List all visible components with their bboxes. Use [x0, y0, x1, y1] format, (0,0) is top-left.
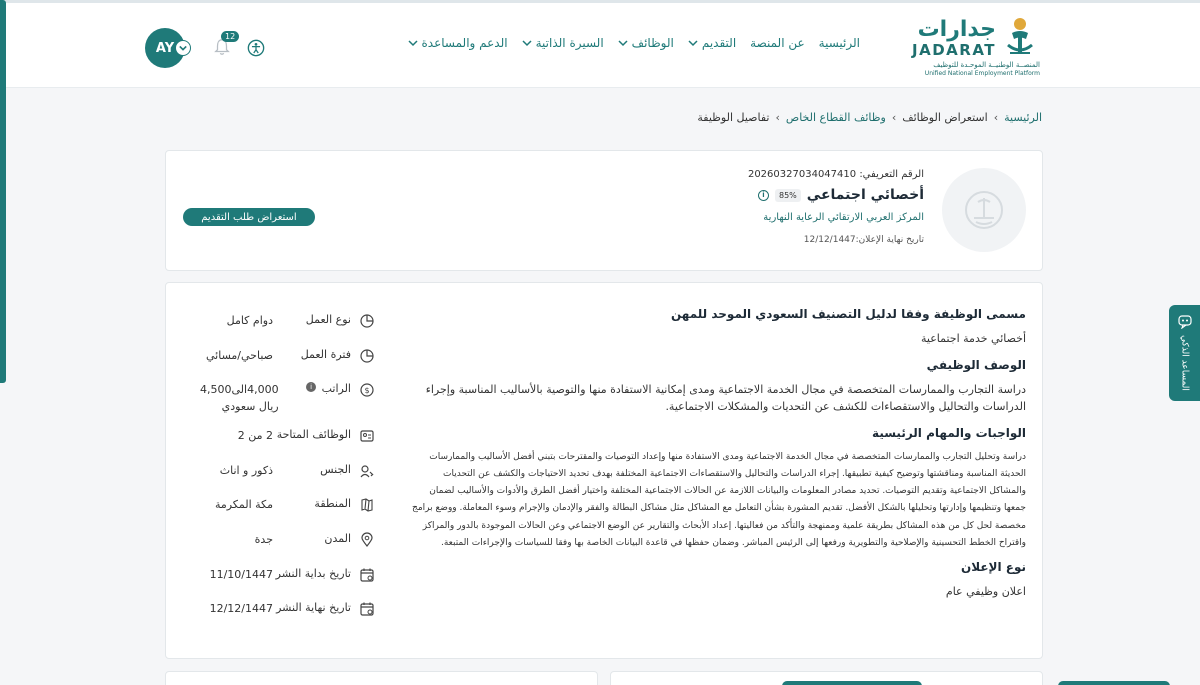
- ad-type-heading: نوع الإعلان: [960, 559, 1026, 574]
- job-summary-card: [165, 150, 1043, 271]
- meta-row-gender: [200, 463, 375, 498]
- svg-text:$: $: [364, 386, 370, 396]
- meta-label: تاريخ نهاية النشر: [276, 601, 351, 615]
- meta-value: 4,000الى4,500 ريال سعودي: [200, 383, 279, 413]
- user-avatar[interactable]: [145, 28, 185, 68]
- meta-label: الجنس: [320, 462, 351, 476]
- nav-jobs[interactable]: [618, 36, 674, 50]
- gender-icon: [359, 463, 375, 479]
- nav-jobs-label: الوظائف: [631, 36, 674, 50]
- deadline-value: 12/12/1447: [803, 235, 856, 245]
- nav-home[interactable]: [819, 36, 860, 50]
- chevron-down-icon: [688, 38, 698, 48]
- meta-label: [279, 382, 351, 395]
- meta-label: المدن: [324, 531, 351, 545]
- site-header: [0, 3, 1200, 88]
- meta-label: الوظائف المتاحة: [276, 428, 351, 442]
- assistant-label: المساعد الذكي: [1179, 335, 1190, 391]
- classification-heading: مسمى الوظيفة وفقا لدليل التصنيف السعودي الموحد للمهن: [671, 307, 1026, 321]
- nav-apply-label: التقديم: [701, 36, 737, 50]
- meta-label: نوع العمل: [305, 313, 351, 326]
- notification-count-badge: 12: [221, 31, 239, 42]
- breadcrumb-separator: ›: [775, 111, 780, 124]
- breadcrumb-home[interactable]: الرئيسية: [1004, 111, 1042, 124]
- calendar-icon: [359, 567, 375, 583]
- meta-value: دوام كامل: [226, 314, 273, 327]
- notifications-bell[interactable]: [213, 32, 236, 58]
- breadcrumb-private-jobs[interactable]: وظائف القطاع الخاص: [785, 111, 886, 124]
- meta-row-salary: [200, 382, 375, 428]
- jadarat-logo[interactable]: [910, 15, 1040, 75]
- meta-label: فترة العمل: [300, 347, 351, 361]
- ref-value: 20260327034047410: [747, 169, 857, 180]
- money-icon: [359, 382, 375, 398]
- nav-cv-label: السيرة الذاتية: [535, 36, 604, 50]
- meta-row-publish-start: [200, 567, 375, 602]
- smart-assistant-tab[interactable]: [1169, 305, 1200, 401]
- accessibility-icon[interactable]: [247, 39, 265, 57]
- meta-value: 2 من 2: [237, 429, 273, 443]
- meta-label: المنطقة: [314, 497, 351, 511]
- ad-deadline: [804, 235, 924, 245]
- nav-apply[interactable]: [688, 36, 736, 50]
- logo-arabic-text: جدارات: [917, 17, 996, 42]
- meta-label: تاريخ بداية النشر: [275, 566, 351, 580]
- view-application-button[interactable]: استعراض طلب التقديم: [183, 208, 315, 226]
- meta-value: ذكور و اناث: [219, 463, 273, 477]
- lower-action-button[interactable]: [1058, 681, 1170, 685]
- lower-action-button[interactable]: [782, 681, 922, 685]
- nav-support[interactable]: [408, 36, 508, 50]
- ref-label: الرقم التعريفي:: [859, 169, 924, 180]
- pie-icon: [359, 313, 375, 329]
- breadcrumb-current: تفاصيل الوظيفة: [697, 111, 770, 124]
- chevron-down-icon: [408, 38, 418, 48]
- nav-cv[interactable]: [522, 36, 604, 50]
- chat-bot-icon: [1177, 313, 1193, 329]
- breadcrumb-separator: ›: [993, 111, 999, 124]
- saudi-emblem-icon: [962, 188, 1006, 232]
- job-details-card: [165, 282, 1043, 659]
- meta-row-openings: [200, 428, 375, 463]
- pie-icon: [359, 348, 375, 364]
- description-heading: الوصف الوظيفي: [926, 358, 1026, 373]
- logo-english-text: JADARAT: [912, 41, 996, 59]
- reference-number: [748, 169, 924, 180]
- meta-row-work-type: [200, 313, 375, 348]
- lower-card-left: [165, 671, 598, 685]
- job-title: أخصائي اجتماعي: [806, 187, 924, 203]
- calendar-icon: [359, 601, 375, 617]
- salary-info-icon[interactable]: i: [306, 382, 316, 392]
- nav-home-label: الرئيسية: [818, 36, 860, 50]
- meta-row-publish-end: [200, 601, 375, 636]
- breadcrumb-separator: ›: [891, 111, 897, 124]
- avatar-initials: AY: [155, 40, 175, 56]
- info-icon[interactable]: i: [758, 190, 769, 201]
- location-pin-icon: [359, 532, 375, 548]
- user-area: [145, 28, 265, 68]
- nav-about[interactable]: [750, 36, 805, 50]
- chevron-down-icon: [618, 38, 628, 48]
- match-percentage-badge: 85%: [775, 189, 801, 202]
- scroll-indicator[interactable]: [0, 0, 6, 383]
- chevron-down-icon[interactable]: [175, 40, 191, 56]
- nav-about-label: عن المنصة: [750, 36, 805, 50]
- job-description: [411, 307, 1026, 611]
- duties-text: دراسة وتحليل التجارب والممارسات المتخصصة في مجال الخدمة الاجتماعية ومدى الاستفادة منها وإعداد التوصيات والمقترحات بتبني أفضل الأساليب والممارسات الحديثة المناسبة ومناقشتها وتوضيح كيفية تطبيقها. إجراء الدراسات والتحاليل والاستقصاءات الاجتماعية المختلفة بهدف تحديد الاحتياجات والكشف عن التحديات والمشاكل الاجتماعية وتقديم التوصيات. تحديد مصادر المعلومات والبيانات اللازمة عن الحالات الاجتماعية المختلفة واختيار أفضل الطرق والأدوات والأساليب لضمان جمعها وتنظيمها وإدارتها وتحليلها بالشكل الأفضل. تقديم المشورة بشأن التعامل مع المشاكل مثل مشاكل البطالة والفقر والإدمان والإجرام وسوء المعاملة. ووضع برامج مخصصة لحل كل من هذه المشاكل بطريقة علمية وممنهجة والتأكد من فعاليتها. إعداد الأبحاث والتقارير عن الوضع الاجتماعي وعن الحالات الموجودة بالدور والمراكز واقتراح الخطط التحسينية والإصلاحية والتطويرية ورفعها إلى الرئيس المباشر. وضمان حفظها في قاعدة البيانات الخاصة بها وفقا للسياسات والإجراءات المتبعة.: [412, 452, 1026, 548]
- breadcrumb-browse-jobs[interactable]: استعراض الوظائف: [902, 111, 988, 124]
- jadarat-emblem-icon: [1000, 15, 1040, 63]
- meta-row-cities: [200, 532, 375, 567]
- breadcrumb: [697, 111, 1042, 124]
- meta-row-region: [200, 497, 375, 532]
- job-meta-list: [200, 313, 375, 636]
- ad-type-value: اعلان وظيفي عام: [945, 584, 1026, 598]
- duties-heading: الواجبات والمهام الرئيسية: [872, 426, 1026, 441]
- main-nav: [394, 36, 860, 50]
- deadline-label: تاريخ نهاية الإعلان:: [855, 235, 924, 245]
- map-region-icon: [359, 497, 375, 513]
- chevron-down-icon: [522, 38, 532, 48]
- company-logo-placeholder: [942, 168, 1026, 252]
- meta-row-work-period: [200, 348, 375, 383]
- job-title-row: [758, 187, 924, 203]
- meta-value: 11/10/1447: [209, 567, 273, 581]
- logo-subtitle-ar: المنصــة الوطنيــة الموحـدة للتوظيف: [933, 61, 1040, 69]
- logo-subtitle-en: Unified National Employment Platform: [924, 70, 1040, 77]
- classification-value: أخصائي خدمة اجتماعية: [921, 332, 1026, 345]
- nav-support-label: الدعم والمساعدة: [421, 36, 508, 50]
- meta-value: جدة: [254, 532, 273, 546]
- meta-value: 12/12/1447: [209, 602, 273, 616]
- meta-value: صباحي/مسائي: [206, 348, 273, 362]
- description-text: دراسة التجارب والممارسات المتخصصة في مجال الخدمة الاجتماعية ومدى إمكانية الاستفادة منها والتوصية بالأساليب المناسبة وإجراء الدراسات والتحاليل والاستقصاءات للكشف عن التحديات والمشكلات الاجتماعية.: [425, 383, 1026, 414]
- company-name[interactable]: المركز العربي الارتقائي الرعاية النهارية: [763, 212, 924, 223]
- meta-value: مكة المكرمة: [214, 498, 273, 512]
- id-card-icon: [359, 428, 375, 444]
- salary-label: الراتب: [321, 382, 351, 396]
